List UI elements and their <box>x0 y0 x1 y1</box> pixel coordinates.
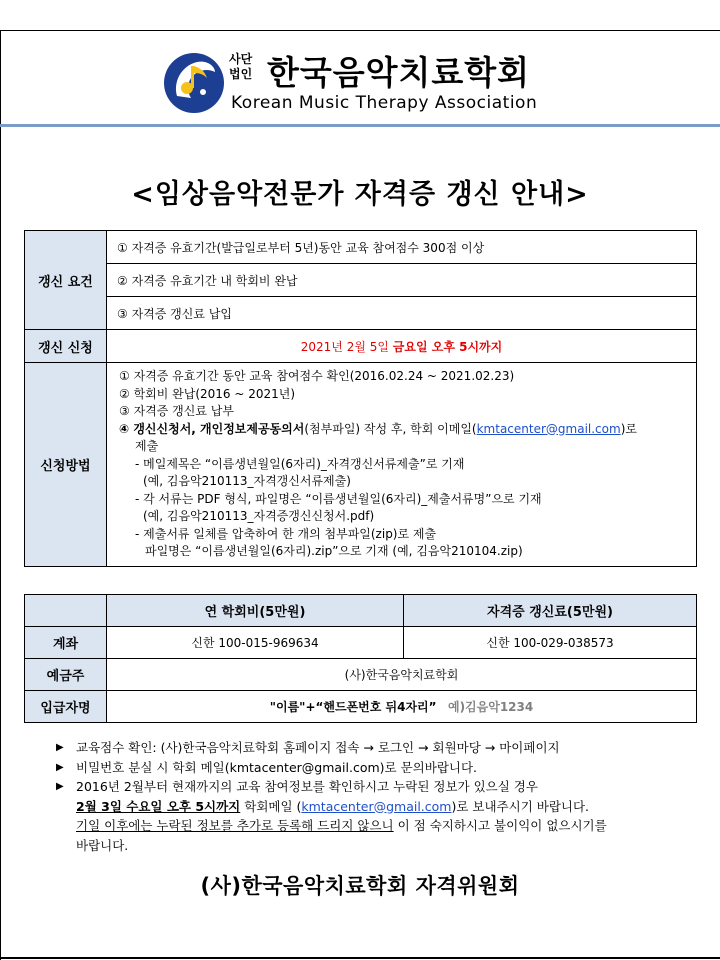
bullet-icon: ▶ <box>56 761 64 773</box>
method-step-4-end: )로 <box>620 421 637 436</box>
deadline-date: 2021년 2월 5일 <box>300 339 393 354</box>
account-holder: (사)한국음악치료학회 <box>107 659 697 691</box>
email-link[interactable]: kmtacenter@gmail.com <box>476 421 621 436</box>
note-text: 비밀번호 분실 시 학회 메일(kmtacenter@gmail.com)로 문의바랍니다. <box>76 759 478 775</box>
page-frame-bottom <box>0 957 720 959</box>
method-note-zip-name: 파일명은 “이름생년월일(6자리).zip”으로 기재 (예, 김음악210104.zip) <box>145 544 523 558</box>
note-text: 교육점수 확인: (사)한국음악치료학회 홈페이지 접속 → 로그인 → 회원마당 → 마이페이지 <box>76 740 560 755</box>
note-text: 2016년 2월부터 현재까지의 교육 참여정보를 확인하시고 누락된 정보가 있으실 경우 <box>76 779 538 794</box>
method-note-zip: - 제출서류 일체를 압축하여 한 개의 첨부파일(zip)로 제출 <box>135 526 437 541</box>
method-content <box>107 363 697 567</box>
payment-table <box>24 594 697 723</box>
note-text: 학회메일 ( <box>240 798 302 814</box>
depositor-row <box>25 691 697 723</box>
email-link[interactable]: kmtacenter@gmail.com <box>301 798 452 814</box>
note-item-cont <box>62 797 692 817</box>
note-deadline: 2월 3일 수요일 오후 5시까지 <box>76 798 241 814</box>
renewal-fee-account: 신한 100-029-038573 <box>404 627 697 659</box>
payment-corner-cell <box>25 595 107 627</box>
method-step-4-cont: 제출 <box>135 439 159 453</box>
logo-subtitle: Korean Music Therapy Association <box>231 93 538 113</box>
renewal-fee-header: 자격증 갱신료(5만원) <box>404 595 697 627</box>
holder-row <box>25 659 697 691</box>
annual-fee-account: 신한 100-015-969634 <box>107 627 404 659</box>
depositor-example: 예)김음악1234 <box>447 700 534 714</box>
notes-section <box>56 738 692 855</box>
method-note-filename-example: (예, 김음악210113_자격증갱신신청서.pdf) <box>143 509 375 523</box>
method-step-4-forms: ④ 갱신신청서, 개인정보제공동의서 <box>119 421 305 436</box>
method-row <box>25 363 697 567</box>
bullet-icon: ▶ <box>56 742 64 753</box>
method-note-subject-example: (예, 김음악210113_자격갱신서류제출) <box>143 474 351 488</box>
renewal-info-table <box>24 230 697 567</box>
account-label: 계좌 <box>25 627 107 659</box>
requirement-item: ② 자격증 유효기간 내 학회비 완납 <box>107 264 697 297</box>
requirements-label: 갱신 요건 <box>25 231 107 330</box>
requirement-row <box>25 297 697 330</box>
method-step-1: ① 자격증 유효기간 동안 교육 참여점수 확인(2016.02.24 ~ 2021.02.23) <box>119 369 515 383</box>
method-step-4-text: (첨부파일) 작성 후, 학회 이메일( <box>304 421 477 436</box>
note-text: 바랍니다. <box>76 837 129 853</box>
logo-title: 한국음악치료학회 <box>267 53 531 92</box>
method-step-4 <box>119 421 688 439</box>
bullet-icon: ▶ <box>56 781 64 792</box>
holder-label: 예금주 <box>25 659 107 691</box>
logo-corporation-label <box>229 52 252 82</box>
note-warning: 기일 이후에는 누락된 정보를 추가로 등록해 드리지 않으니 <box>76 818 394 833</box>
note-text: 이 점 숙지하시고 불이익이 없으시기를 <box>393 818 607 833</box>
method-note-subject: - 메일제목은 “이름생년월일(6자리)_자격갱신서류제출”로 기재 <box>135 456 465 471</box>
method-note-filename: - 각 서류는 PDF 형식, 파일명은 “이름생년월일(6자리)_제출서류명”으로 기재 <box>135 491 542 506</box>
method-label: 신청방법 <box>25 363 107 567</box>
association-logo <box>163 48 583 118</box>
method-step-2: ② 학회비 완납(2016 ~ 2021년) <box>119 386 296 401</box>
note-item-cont <box>62 836 692 856</box>
application-label: 갱신 신청 <box>25 330 107 363</box>
annual-fee-header: 연 학회비(5만원) <box>107 595 404 627</box>
page-frame-left <box>0 30 1 960</box>
requirement-item: ① 자격증 유효기간(발급일로부터 5년)동안 교육 참여점수 300점 이상 <box>107 231 697 264</box>
footer-signature: (사)한국음악치료학회 자격위원회 <box>200 874 520 898</box>
music-note-logo-icon <box>163 52 225 114</box>
requirement-row <box>25 231 697 264</box>
application-deadline <box>107 330 697 363</box>
payment-header-row <box>25 595 697 627</box>
application-row <box>25 330 697 363</box>
account-row <box>25 627 697 659</box>
method-step-3: ③ 자격증 갱신료 납부 <box>119 404 234 418</box>
logo-small-line2: 법인 <box>229 67 253 81</box>
deadline-time: 금요일 오후 5시까지 <box>392 339 503 354</box>
logo-small-line1: 사단 <box>229 52 253 66</box>
depositor-format <box>107 691 697 723</box>
header-rule <box>0 124 720 127</box>
note-text: )로 보내주시기 바랍니다. <box>451 798 590 814</box>
depositor-label: 입급자명 <box>25 691 107 723</box>
note-item-cont <box>62 816 692 836</box>
requirement-row <box>25 264 697 297</box>
note-item <box>56 738 692 758</box>
page-frame-top <box>0 30 720 31</box>
depositor-format-text: "이름"+“핸드폰번호 뒤4자리” <box>269 700 437 714</box>
page-title: <임상음악전문가 자격증 갱신 안내> <box>131 179 589 210</box>
note-item <box>56 777 692 797</box>
note-item <box>56 758 692 778</box>
requirement-item: ③ 자격증 갱신료 납입 <box>107 297 697 330</box>
